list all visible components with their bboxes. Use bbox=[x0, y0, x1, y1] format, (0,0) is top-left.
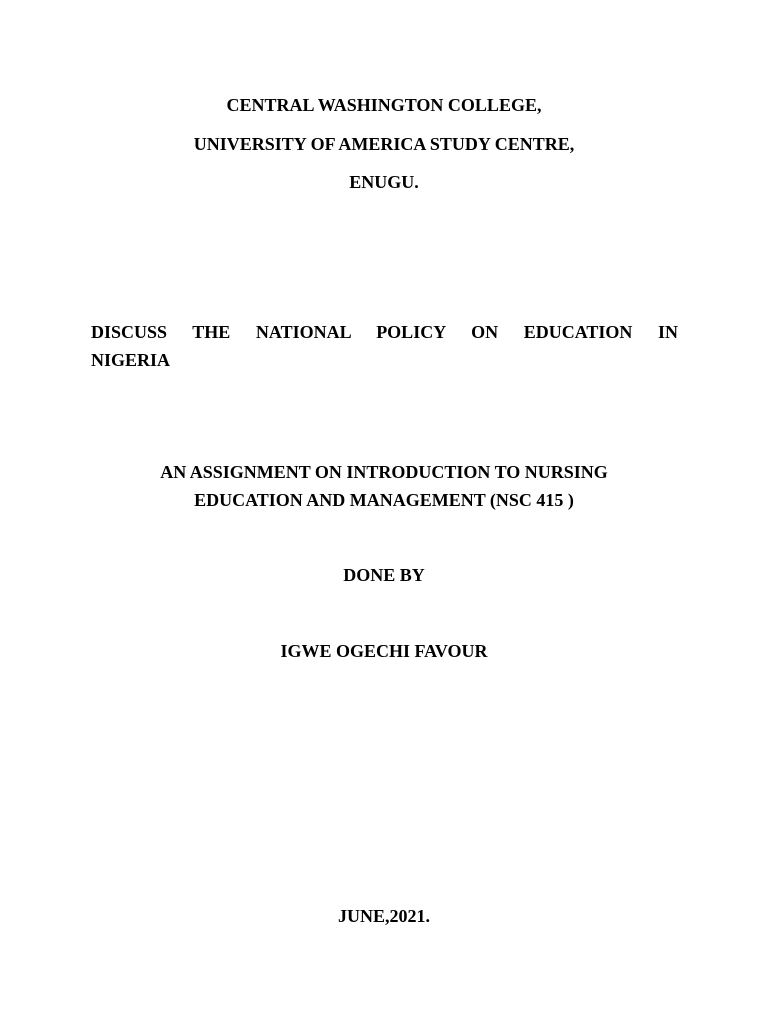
author-name: IGWE OGECHI FAVOUR bbox=[280, 641, 488, 661]
institution-name: CENTRAL WASHINGTON COLLEGE, bbox=[226, 95, 542, 115]
topic-line-2: NIGERIA bbox=[91, 350, 171, 370]
assignment-line-2: EDUCATION AND MANAGEMENT (NSC 415 ) bbox=[194, 490, 574, 510]
study-centre: UNIVERSITY OF AMERICA STUDY CENTRE, bbox=[193, 134, 575, 154]
topic-line-1: DISCUSS THE NATIONAL POLICY ON EDUCATION IN bbox=[91, 322, 678, 342]
assignment-line-1: AN ASSIGNMENT ON INTRODUCTION TO NURSING bbox=[160, 462, 608, 482]
done-by-label: DONE BY bbox=[343, 565, 425, 585]
submission-date: JUNE,2021. bbox=[337, 906, 430, 926]
location: ENUGU. bbox=[349, 172, 419, 192]
